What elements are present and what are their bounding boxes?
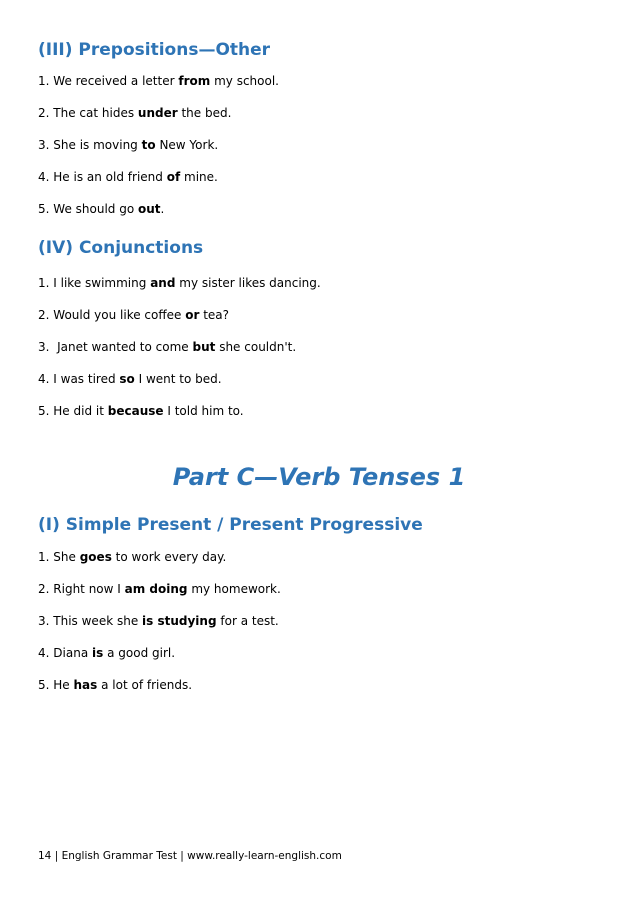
list-item: 2. The cat hides under the bed. — [38, 106, 232, 120]
section-heading-prepositions-other: (III) Prepositions—Other — [38, 40, 271, 60]
list-item: 5. We should go out. — [38, 202, 165, 216]
section-heading-conjunctions: (IV) Conjunctions — [38, 238, 204, 258]
list-item: 1. We received a letter from my school. — [38, 74, 279, 88]
list-item: 3. She is moving to New York. — [38, 138, 219, 152]
list-item: 5. He did it because I told him to. — [38, 404, 244, 418]
list-item: 5. He has a lot of friends. — [38, 678, 193, 692]
list-item: 4. He is an old friend of mine. — [38, 170, 218, 184]
list-item: 4. I was tired so I went to bed. — [38, 372, 222, 386]
list-item: 2. Right now I am doing my homework. — [38, 582, 281, 596]
page-footer: 14 | English Grammar Test | www.really-learn-english.com — [38, 850, 342, 862]
list-item: 3. Janet wanted to come but she couldn't. — [38, 340, 297, 354]
list-item: 3. This week she is studying for a test. — [38, 614, 279, 628]
list-item: 1. She goes to work every day. — [38, 550, 227, 564]
part-title: Part C—Verb Tenses 1 — [172, 463, 466, 491]
list-item: 2. Would you like coffee or tea? — [38, 308, 230, 322]
list-item: 1. I like swimming and my sister likes dancing. — [38, 276, 321, 290]
list-item: 4. Diana is a good girl. — [38, 646, 176, 660]
section-heading-simple-present: (I) Simple Present / Present Progressive — [38, 515, 423, 535]
